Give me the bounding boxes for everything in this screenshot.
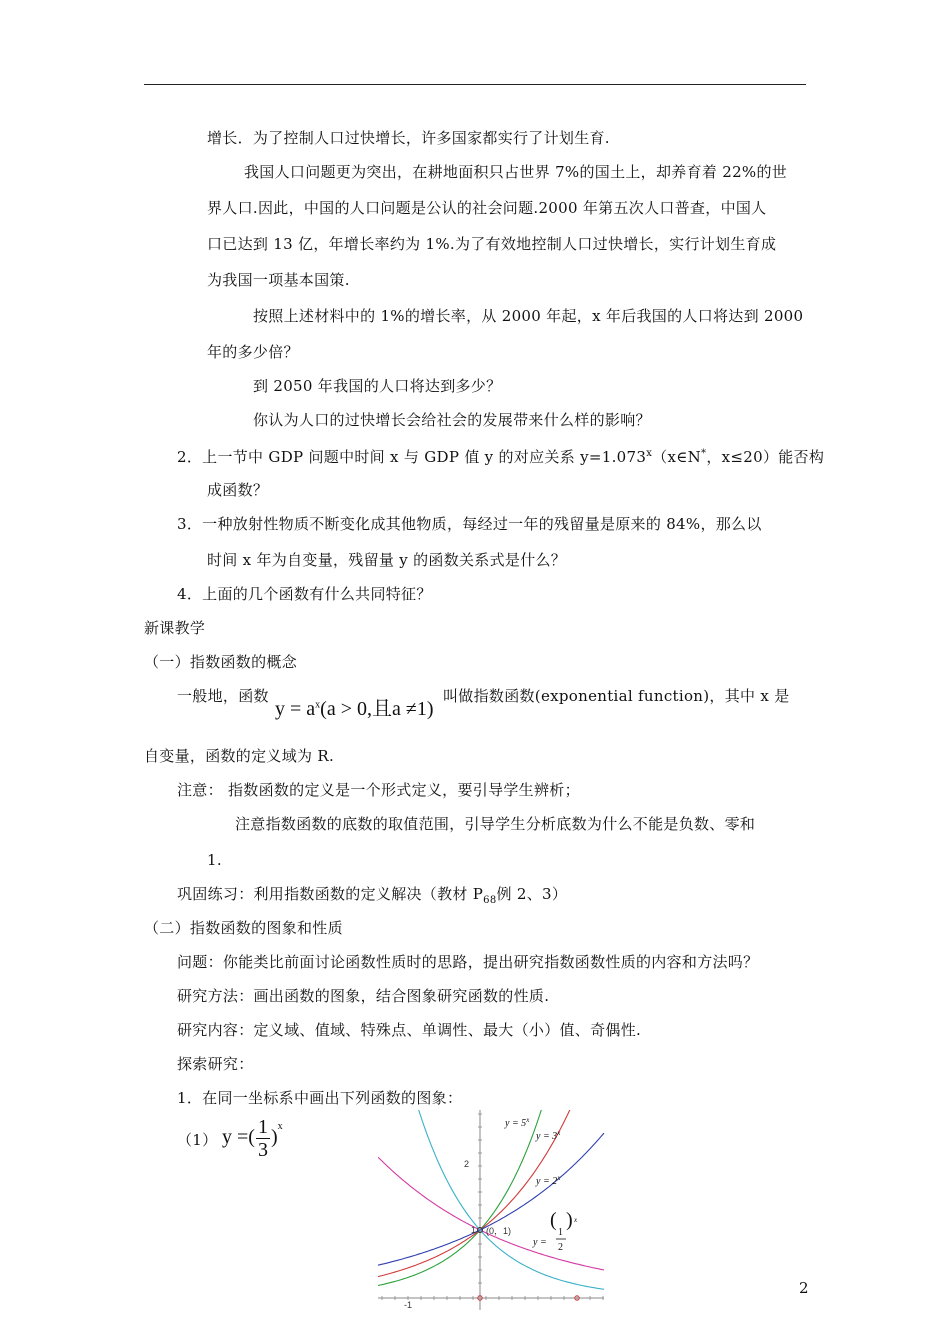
q2-star: *	[701, 448, 707, 459]
curve-2x	[378, 1133, 604, 1265]
label-y-3x: $y = 3^x$	[536, 1129, 561, 1142]
text-line: 1．在同一坐标系中画出下列函数的图象：	[177, 1089, 463, 1107]
page-number: 2	[799, 1279, 809, 1297]
formula-exp: x	[315, 699, 321, 711]
half-numerator: 1	[558, 1227, 563, 1238]
tick-label-xm1: -1	[404, 1300, 413, 1310]
label-y-5x: $y = 5^x$	[505, 1116, 530, 1129]
header-rule	[144, 84, 806, 85]
formula-exp: x	[277, 1121, 283, 1133]
exponential-graph	[378, 1110, 608, 1310]
fraction-denominator: 3	[257, 1139, 268, 1161]
practice-text-b: 例 2、3）	[496, 885, 568, 903]
section-heading: 新课教学	[144, 619, 206, 637]
fraction-numerator: 1	[257, 1116, 268, 1138]
curve-fifth-x	[418, 1110, 604, 1289]
page-ref: 68	[483, 895, 497, 906]
text-line: 时间 x 年为自变量，残留量 y 的函数关系式是什么？	[207, 551, 567, 569]
label-point: (0，1)	[486, 1226, 512, 1236]
fraction-one-third	[256, 1116, 270, 1161]
text-line: 3．一种放射性物质不断变化成其他物质，每经过一年的残留量是原来的 84%，那么以	[177, 515, 762, 533]
half-denominator: 2	[558, 1242, 563, 1253]
text-line: 成函数？	[207, 481, 269, 499]
curves	[378, 1110, 604, 1289]
text-line: 增长．为了控制人口过快增长，许多国家都实行了计划生育.	[207, 129, 610, 147]
text-line: 注意： 指数函数的定义是一个形式定义，要引导学生辨析；	[177, 781, 580, 799]
tick-label-y2: 2	[464, 1159, 470, 1169]
formula-y-eq-a: y = a	[275, 698, 316, 720]
item-1-formula	[222, 1116, 283, 1161]
practice-line	[177, 884, 567, 911]
item-1-label: （1）	[177, 1131, 218, 1149]
formula-y-open: y =(	[222, 1126, 255, 1149]
axis-ticks	[382, 1114, 603, 1300]
text-line: 为我国一项基本国策.	[207, 271, 350, 289]
formula-condition: (a > 0,且a ≠1)	[320, 698, 434, 720]
text-line: 注意指数函数的底数的取值范围，引导学生分析底数为什么不能是负数、零和	[235, 815, 756, 833]
q2-exp: x	[646, 448, 653, 459]
label-y-2x: $y = 2^x$	[536, 1174, 561, 1187]
text-line: 研究内容：定义域、值域、特殊点、单调性、最大（小）值、奇偶性.	[177, 1021, 642, 1039]
text-line: 到 2050 年我国的人口将达到多少？	[253, 377, 502, 395]
half-exp: x	[574, 1216, 578, 1224]
text-line: 1.	[207, 851, 222, 869]
text-line: 口已达到 13 亿，年增长率约为 1%.为了有效地控制人口过快增长，实行计划生育成	[207, 235, 777, 253]
q2-text-b: （x∈N	[652, 448, 702, 466]
text-line: 问题：你能类比前面讨论函数性质时的思路，提出研究指数函数性质的内容和方法吗？	[177, 953, 759, 971]
text-line: 我国人口问题更为突出，在耕地面积只占世界 7%的国土上，却养育着 22%的世	[244, 163, 788, 181]
text-line: 你认为人口的过快增长会给社会的发展带来什么样的影响？	[253, 411, 651, 429]
practice-text-a: 巩固练习：利用指数函数的定义解决（教材 P	[177, 885, 484, 903]
section-heading: （二）指数函数的图象和性质	[144, 919, 343, 937]
label-y-half-x: y =	[533, 1237, 547, 1248]
half-paren-right: )	[566, 1209, 573, 1231]
section-heading: （一）指数函数的概念	[144, 653, 298, 671]
formula-close: )	[270, 1126, 278, 1149]
definition-formula	[275, 692, 434, 721]
text-line: 4．上面的几个函数有什么共同特征？	[177, 585, 432, 603]
q2-text-a: 2．上一节中 GDP 问题中时间 x 与 GDP 值 y 的对应关系 y=1.073	[177, 448, 647, 466]
definition-text-b: 叫做指数函数(exponential function)，其中 x 是	[443, 687, 790, 705]
text-line: 探索研究：	[177, 1055, 254, 1073]
text-line: 按照上述材料中的 1%的增长率，从 2000 年起，x 年后我国的人口将达到 2000	[253, 307, 804, 325]
question-2	[177, 444, 824, 467]
text-line: 年的多少倍？	[207, 343, 299, 361]
half-paren-left: (	[550, 1209, 557, 1231]
tick-label-y1: 1	[471, 1225, 477, 1235]
text-line: 研究方法：画出函数的图象，结合图象研究函数的性质.	[177, 987, 550, 1005]
text-line: 界人口.因此，中国的人口问题是公认的社会问题.2000 年第五次人口普查，中国人	[207, 199, 767, 217]
text-line: 自变量，函数的定义域为 R.	[144, 747, 335, 765]
definition-text-a: 一般地，函数	[177, 687, 269, 705]
q2-text-c: ，x≤20）能否构	[706, 448, 825, 466]
